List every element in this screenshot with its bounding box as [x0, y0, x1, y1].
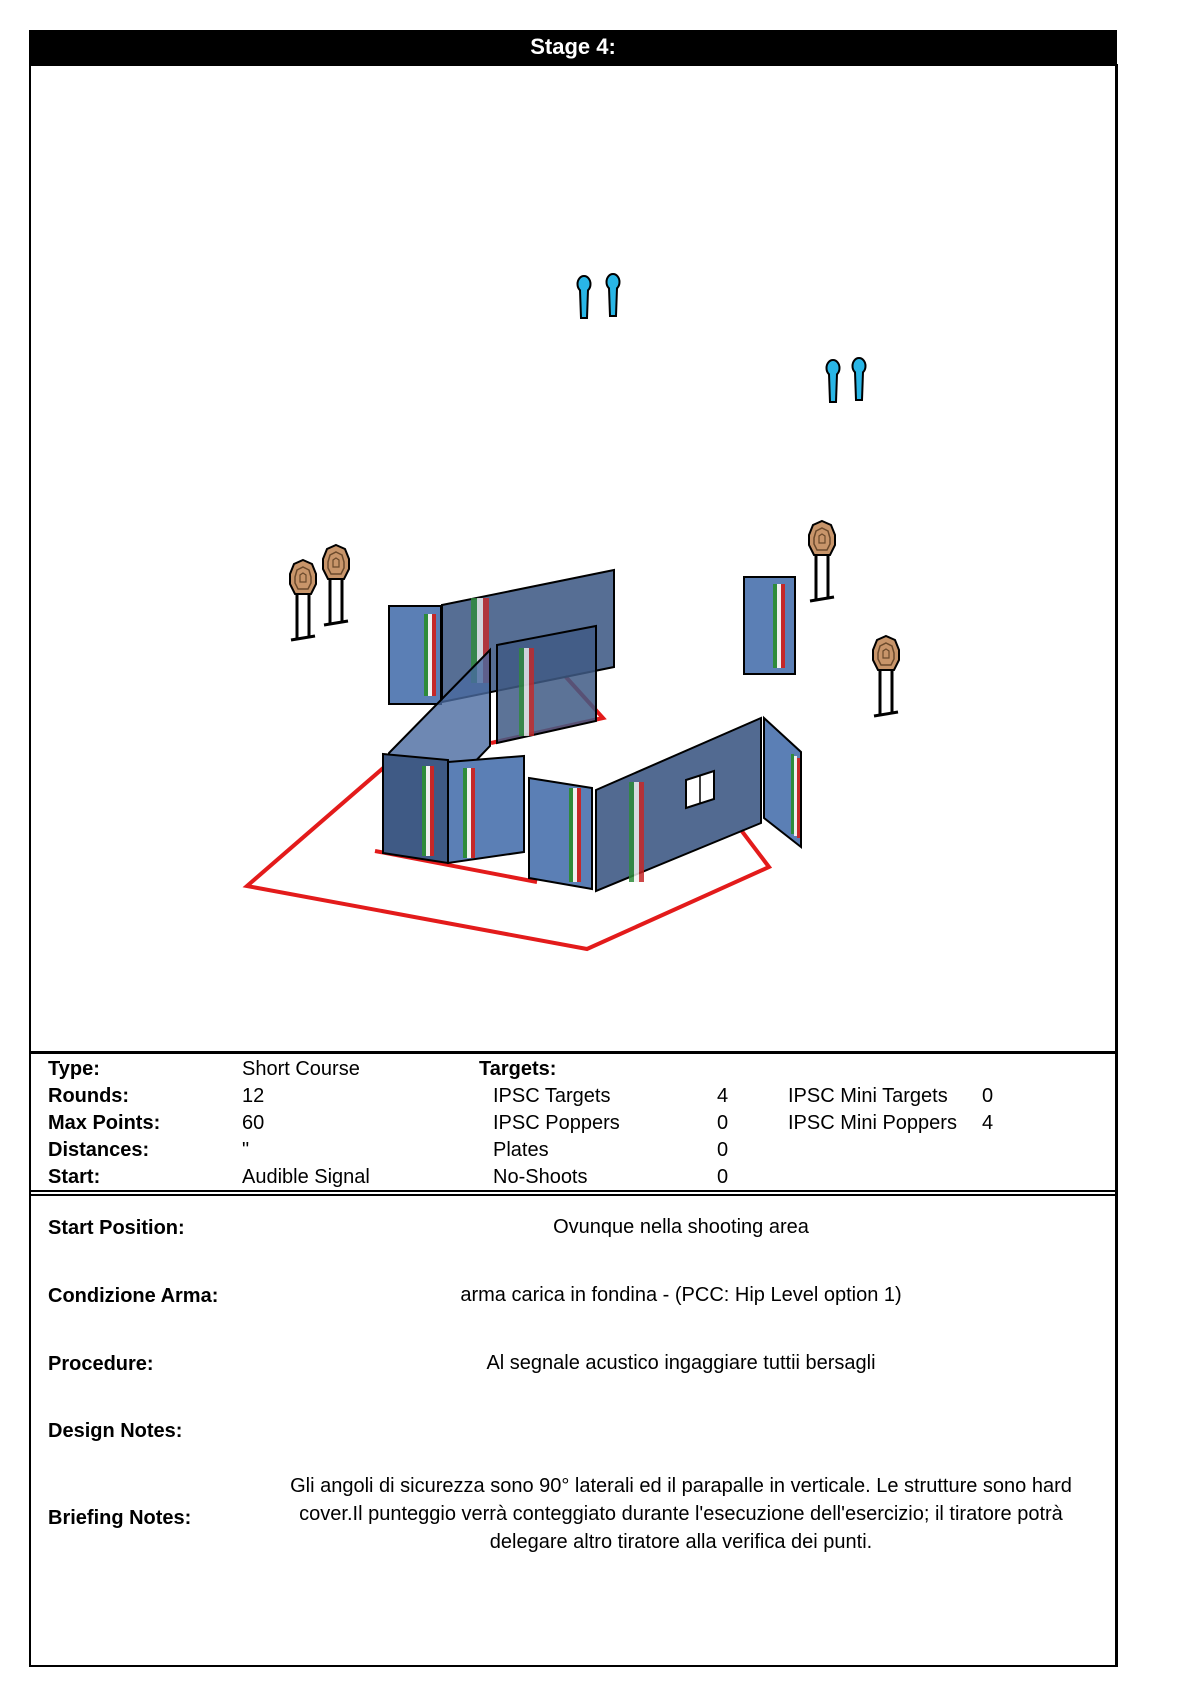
ipsc-targets-count: 4	[717, 1085, 729, 1107]
ipsc-mini-targets-count: 0	[982, 1085, 994, 1107]
ipsc-target	[290, 560, 316, 640]
type-value: Short Course	[242, 1058, 360, 1080]
popper-mini	[607, 274, 620, 316]
start-value: Audible Signal	[242, 1166, 370, 1188]
start-position-label: Start Position:	[48, 1217, 185, 1239]
no-shoots-count: 0	[717, 1166, 729, 1188]
wall-long-right	[596, 718, 761, 891]
targets-header: Targets:	[479, 1058, 557, 1080]
plates-label: Plates	[493, 1139, 549, 1161]
type-label: Type:	[48, 1058, 100, 1080]
distances-value: "	[242, 1139, 250, 1161]
divider	[31, 1051, 1115, 1054]
stage-title: Stage 4:	[29, 30, 1117, 64]
plates-count: 0	[717, 1139, 729, 1161]
ipsc-mini-poppers-count: 4	[982, 1112, 994, 1134]
divider	[31, 1190, 1115, 1192]
wall-front-small	[529, 778, 592, 889]
briefing-notes-label: Briefing Notes:	[48, 1507, 192, 1529]
rounds-label: Rounds:	[48, 1085, 130, 1107]
max-points-label: Max Points:	[48, 1112, 161, 1134]
ipsc-poppers-count: 0	[717, 1112, 729, 1134]
distances-label: Distances:	[48, 1139, 150, 1161]
ipsc-target	[873, 636, 899, 716]
ipsc-poppers-label: IPSC Poppers	[493, 1112, 620, 1134]
design-notes-label: Design Notes:	[48, 1420, 183, 1442]
max-points-value: 60	[242, 1112, 265, 1134]
stage-frame	[29, 64, 1118, 1667]
ipsc-targets-label: IPSC Targets	[493, 1085, 611, 1107]
start-position-text: Ovunque nella shooting area	[553, 1216, 809, 1238]
wall-right-end	[764, 718, 801, 847]
ipsc-target	[323, 545, 349, 625]
wall-left-back	[389, 606, 441, 704]
procedure-label: Procedure:	[48, 1353, 154, 1375]
condizione-arma-label: Condizione Arma:	[48, 1285, 219, 1307]
condizione-arma-text: arma carica in fondina - (PCC: Hip Level option 1)	[460, 1284, 902, 1306]
ipsc-target	[809, 521, 835, 601]
wall-front-left	[383, 754, 448, 863]
divider	[31, 1194, 1115, 1196]
ipsc-mini-targets-label: IPSC Mini Targets	[788, 1085, 948, 1107]
popper-mini	[853, 358, 866, 400]
popper-mini	[827, 360, 840, 402]
no-shoots-label: No-Shoots	[493, 1166, 588, 1188]
popper-mini	[578, 276, 591, 318]
procedure-text: Al segnale acustico ingaggiare tuttii bersagli	[486, 1352, 876, 1374]
wall-mid-front	[497, 626, 596, 743]
start-label: Start:	[48, 1166, 101, 1188]
ipsc-mini-poppers-label: IPSC Mini Poppers	[788, 1112, 957, 1134]
wall-front-mid	[448, 756, 524, 863]
briefing-notes-text: Gli angoli di sicurezza sono 90° laterali ed il parapalle in verticale. Le strutture sono hard cover.Il punteggio verrà conteggiato durante l'esecuzione dell'esercizio; il tiratore potrà delegare altro tiratore alla verifica dei punti.	[290, 1475, 1072, 1553]
rounds-value: 12	[242, 1085, 265, 1107]
wall-right-standalone	[744, 577, 795, 674]
stage-diagram	[31, 66, 1115, 1137]
